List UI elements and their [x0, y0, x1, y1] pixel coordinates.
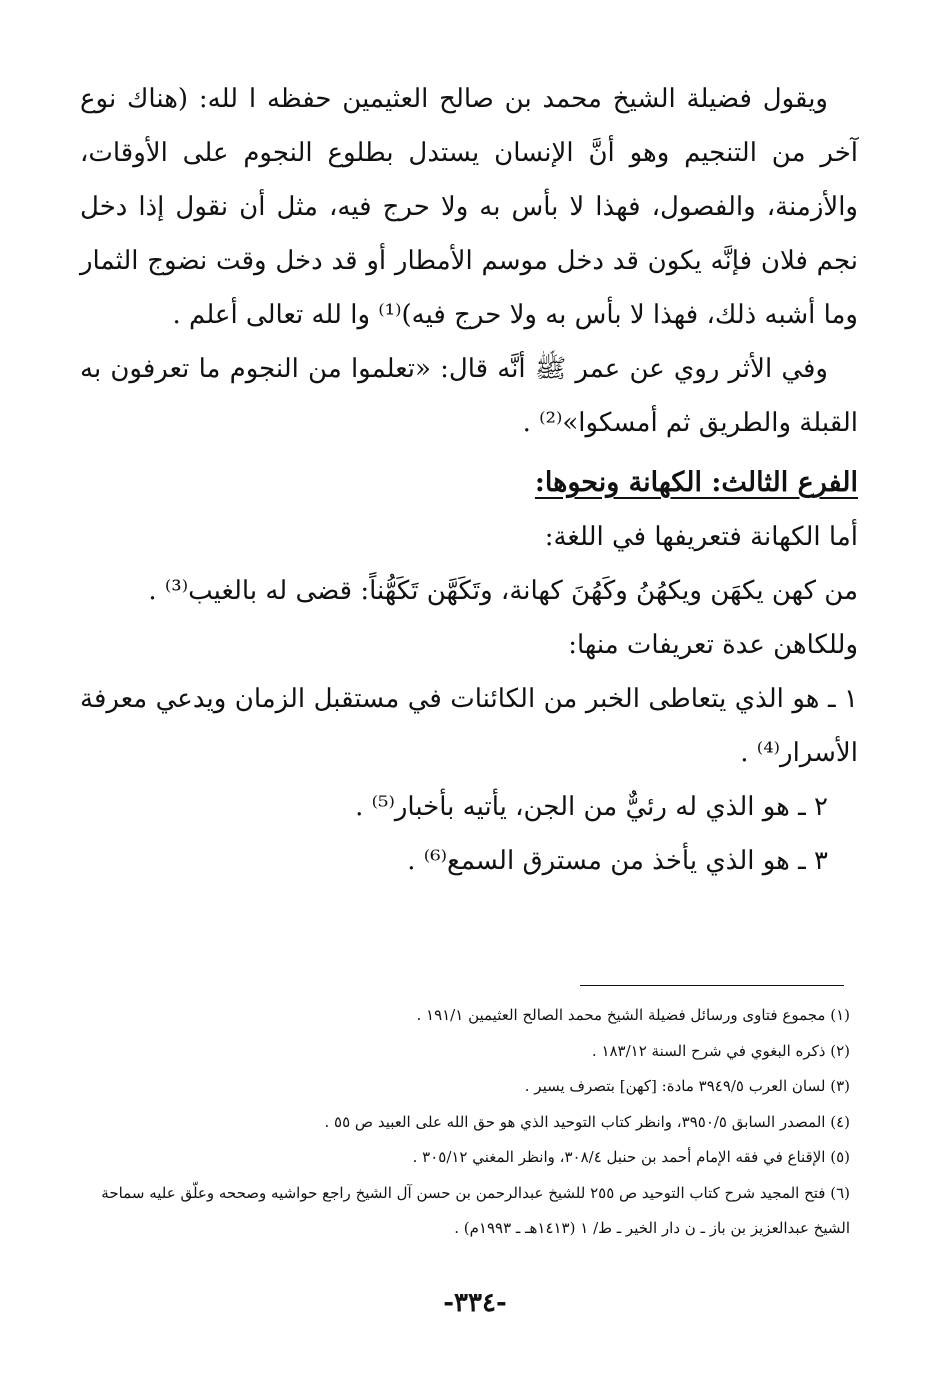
footnote-2: (٢) ذكره البغوي في شرح السنة ١٨٣/١٢ . — [591, 1041, 850, 1060]
definition-item-1: ١ ـ هو الذي يتعاطى الخبر من الكائنات في مستقبل الزمان ويدعي معرفة الأسرار⁽⁴⁾ . — [80, 684, 858, 768]
definition-list-intro: وللكاهن عدة تعريفات منها: — [568, 630, 858, 660]
section-heading: الفرع الثالث: الكهانة ونحوها: — [534, 467, 858, 498]
footnote-5: (٥) الإقناع في فقه الإمام أحمد بن حنبل ٣٠٨/٤، وانظر المغني ٣٠٥/١٢ . — [412, 1148, 850, 1166]
footnote-divider — [580, 985, 844, 986]
definition-item-3: ٣ ـ هو الذي يأخذ من مسترق السمع⁽⁶⁾ . — [407, 846, 828, 876]
footnote-4: (٤) المصدر السابق ٣٩٥٠/٥، وانظر كتاب التوحيد الذي هو حق الله على العبيد ص ٥٥ . — [324, 1112, 850, 1131]
definition-intro: أما الكهانة فتعريفها في اللغة: — [544, 522, 858, 552]
main-text — [80, 72, 858, 888]
definition-item-2: ٢ ـ هو الذي له رئيٌّ من الجن، يأتيه بأخبار⁽⁵⁾ . — [355, 792, 828, 822]
footnote-3: (٣) لسان العرب ٣٩٤٩/٥ مادة: [كهن] بتصرف يسير . — [524, 1077, 850, 1095]
footnotes — [76, 998, 850, 1247]
footnote-6: (٦) فتح المجيد شرح كتاب التوحيد ص ٢٥٥ للشيخ عبدالرحمن بن حسن آل الشيخ راجع حواشيه وصححه وعلّق عليه سماحة الشيخ عبدالعزيز بن باز ـ ن دار الخير ـ ط/ ١ (١٤١٣هـ ـ ١٩٩٣م) . — [101, 1183, 850, 1237]
paragraph-umar-athar: وفي الأثر روي عن عمر ﷺ أنَّه قال: «تعلموا من النجوم ما تعرفون به القبلة والطريق ثم أمسكوا»⁽²⁾ . — [80, 354, 858, 438]
definition-language: من كهن يكهَن ويكهُنُ وكَهُنَ كهانة، وتَكَهَّن تَكَهُّناً: قضى له بالغيب⁽³⁾ . — [148, 576, 858, 606]
paragraph-uthaymeen-quote: ويقول فضيلة الشيخ محمد بن صالح العثيمين حفظه ا لله: (هناك نوع آخر من التنجيم وهو أنَّ الإنسان يستدل بطلوع النجوم على الأوقات، والأزمنة، والفصول، فهذا لا بأس به ولا حرج فيه، مثل أن نقول إذا دخل نجم فلان فإنَّه يكون قد دخل موسم الأمطار أو قد دخل وقت نضوج الثمار وما أشبه ذلك، فهذا لا بأس به ولا حرج فيه)⁽¹⁾ وا لله تعالى أعلم . — [80, 84, 858, 330]
footnote-1: (١) مجموع فتاوى ورسائل فضيلة الشيخ محمد الصالح العثيمين ١٩١/١ . — [416, 1006, 850, 1024]
page-number: -٣٣٤- — [443, 1288, 507, 1318]
